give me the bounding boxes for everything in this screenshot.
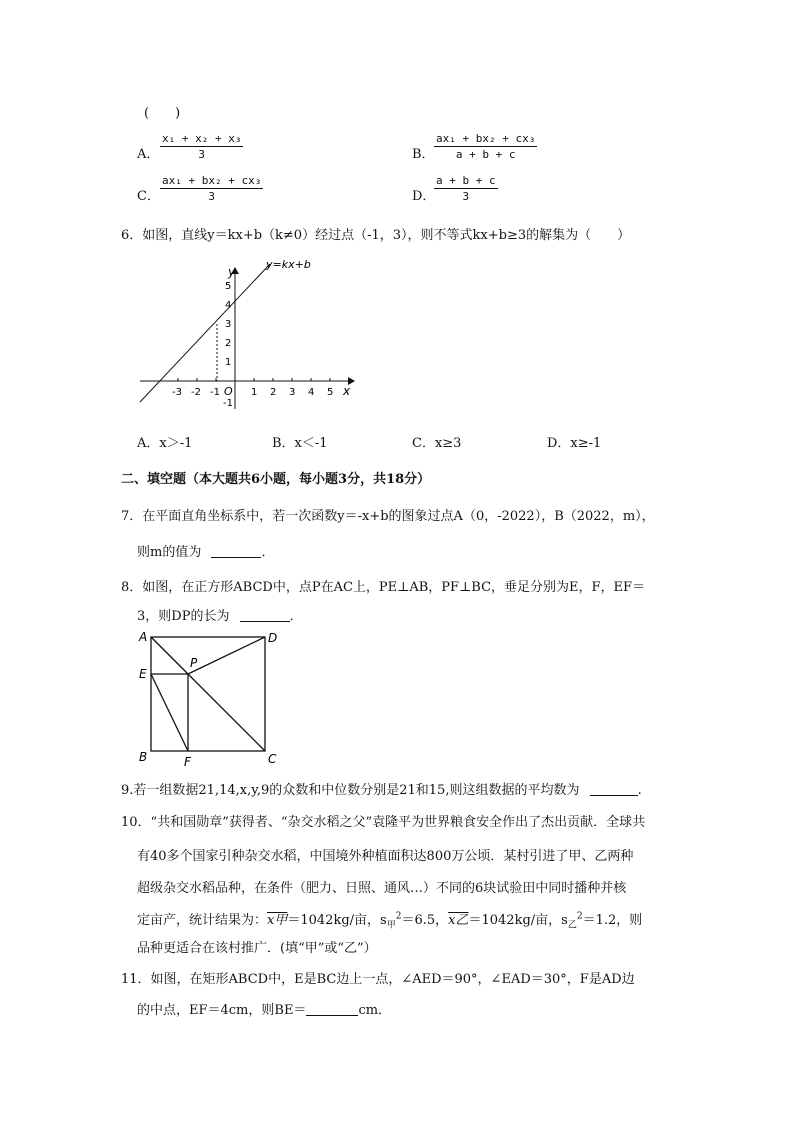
q6-option-d: D．x≥-1	[547, 436, 602, 451]
x-tick-label: -2	[191, 387, 201, 398]
graph-x-label: x	[343, 384, 351, 398]
q5-option-d-letter: D．	[412, 189, 436, 204]
q10-line4-prefix: 定亩产，统计结果为：	[137, 913, 268, 928]
y-tick-label: 3	[225, 319, 232, 330]
q8-line2	[137, 605, 303, 624]
segment-pc	[188, 674, 265, 751]
q10-sq-yi: 2	[576, 911, 583, 922]
point-b-label: B	[139, 750, 148, 764]
q5-option-a-denominator: 3	[198, 148, 206, 161]
q8-answer-blank[interactable]	[240, 609, 290, 622]
segment-ef	[151, 674, 188, 751]
y-tick-label: 4	[225, 300, 232, 311]
q6-option-c: C．x≥3	[412, 436, 462, 451]
q5-answer-paren: ( )	[144, 106, 181, 121]
q5-option-c-numerator: ax₁ + bx₂ + cx₃	[162, 174, 262, 187]
q5-option-b-letter: B．	[412, 147, 435, 162]
y-tick-label: 2	[225, 338, 232, 349]
section-heading: 二、填空题（本大题共6小题，每小题3分，共18分）	[121, 472, 431, 487]
segment-dp	[188, 637, 265, 674]
q7-line1: 7．在平面直角坐标系中，若一次函数y＝-x+b的图象过点A（0，-2022），B（2022，m），	[121, 509, 655, 524]
q10-line3: 超级杂交水稻品种，在条件（肥力、日照、通风…）不同的6块试验田中同时播种并核	[137, 881, 627, 896]
q5-option-b-denominator: a + b + c	[455, 148, 516, 161]
q10-eq3: ＝1042kg/亩，s	[468, 913, 568, 928]
q10-line5: 品种更适合在该村推广．(填“甲”或“乙”）	[137, 941, 377, 956]
q5-option-b-fraction	[434, 132, 537, 161]
q9-answer-blank[interactable]	[590, 783, 638, 796]
x-tick-label: 5	[327, 387, 334, 398]
q10-eq1: ＝1042kg/亩，s	[287, 913, 387, 928]
q10-eq4: ＝1.2，则	[582, 913, 643, 928]
q10-line1: 10．“共和国勋章”获得者、“杂交水稻之父”袁隆平为世界粮食安全作出了杰出贡献．全球共	[121, 815, 646, 830]
q5-option-c-denominator: 3	[208, 190, 215, 203]
y-tick-label: -1	[223, 398, 233, 409]
point-p-label: P	[190, 656, 198, 670]
q11-line1: 11．如图，在矩形ABCD中，E是BC边上一点，∠AED＝90°，∠EAD＝30°，F是AD边	[121, 972, 635, 987]
q5-option-b-numerator: ax₁ + bx₂ + cx₃	[436, 132, 536, 145]
graph-origin-label: O	[224, 385, 233, 398]
point-e-label: E	[139, 667, 147, 681]
q11-line2-suffix: cm．	[358, 1003, 392, 1018]
q9-text: 9.若一组数据21,14,x,y,9的众数和中位数分别是21和15,则这组数据的平均数为	[121, 783, 580, 798]
q5-option-a-fraction	[160, 132, 243, 161]
q10-sub-jia: 甲	[386, 920, 396, 931]
x-tick-label: 1	[251, 387, 258, 398]
q7-line2	[137, 541, 274, 560]
x-tick-label: -1	[210, 387, 220, 398]
q10-sq-jia: 2	[395, 911, 402, 922]
q5-option-d-fraction	[434, 174, 498, 203]
q11-answer-blank[interactable]	[306, 1003, 358, 1016]
q6-option-b: B．x＜-1	[272, 436, 328, 451]
x-tick-label: 3	[289, 387, 296, 398]
q10-line4	[137, 909, 642, 931]
q9-tail: .	[637, 783, 642, 798]
q5-option-c-fraction	[160, 174, 263, 203]
segment-ap	[151, 637, 188, 674]
q8-line1: 8．如图，在正方形ABCD中，点P在AC上，PE⊥AB，PF⊥BC，垂足分别为E，F，EF＝	[121, 580, 646, 595]
q7-line2-text: 则m的值为	[137, 545, 202, 560]
q10-mean-jia: x甲	[267, 913, 288, 928]
graph-line-label: y=kx+b	[266, 258, 311, 271]
q8-line2-text: 3，则DP的长为	[137, 609, 230, 624]
q8-square-figure	[135, 628, 285, 768]
q9-line	[121, 779, 642, 798]
q5-option-a-letter: A．	[137, 147, 160, 162]
q6-line-graph	[130, 252, 360, 412]
q5-option-d-denominator: 3	[462, 190, 470, 203]
x-tick-label: -3	[172, 387, 182, 398]
point-f-label: F	[184, 755, 191, 768]
graph-y-label: y	[228, 265, 236, 279]
y-tick-label: 5	[225, 281, 232, 292]
q6-question-text: 6．如图，直线y＝kx+b（k≠0）经过点（-1，3），则不等式kx+b≥3的解集为（ ）	[121, 228, 631, 243]
x-tick-label: 2	[270, 387, 277, 398]
q10-sub-yi: 乙	[567, 920, 577, 931]
point-a-label: A	[139, 630, 148, 644]
q8-line2-tail: ．	[289, 609, 303, 624]
q11-line2	[137, 999, 391, 1018]
x-tick-label: 4	[308, 387, 315, 398]
y-tick-label: 1	[225, 357, 232, 368]
q10-line2: 有40多个国家引种杂交水稻，中国境外种植面积达800万公顷．某村引进了甲、乙两种	[137, 849, 634, 864]
q6-option-a: A．x＞-1	[137, 436, 193, 451]
q7-answer-blank[interactable]	[211, 545, 261, 558]
q5-option-d-numerator: a + b + c	[436, 174, 496, 187]
q11-line2-prefix: 的中点，EF＝4cm，则BE＝	[137, 1003, 307, 1018]
q10-mean-yi: x乙	[448, 913, 469, 928]
point-d-label: D	[268, 631, 278, 645]
point-c-label: C	[268, 752, 277, 766]
q10-eq2: ＝6.5，	[401, 913, 449, 928]
q7-line2-tail: ．	[261, 545, 275, 560]
q5-option-a-numerator: x₁ + x₂ + x₃	[162, 132, 242, 145]
q5-option-c-letter: C．	[137, 189, 160, 204]
